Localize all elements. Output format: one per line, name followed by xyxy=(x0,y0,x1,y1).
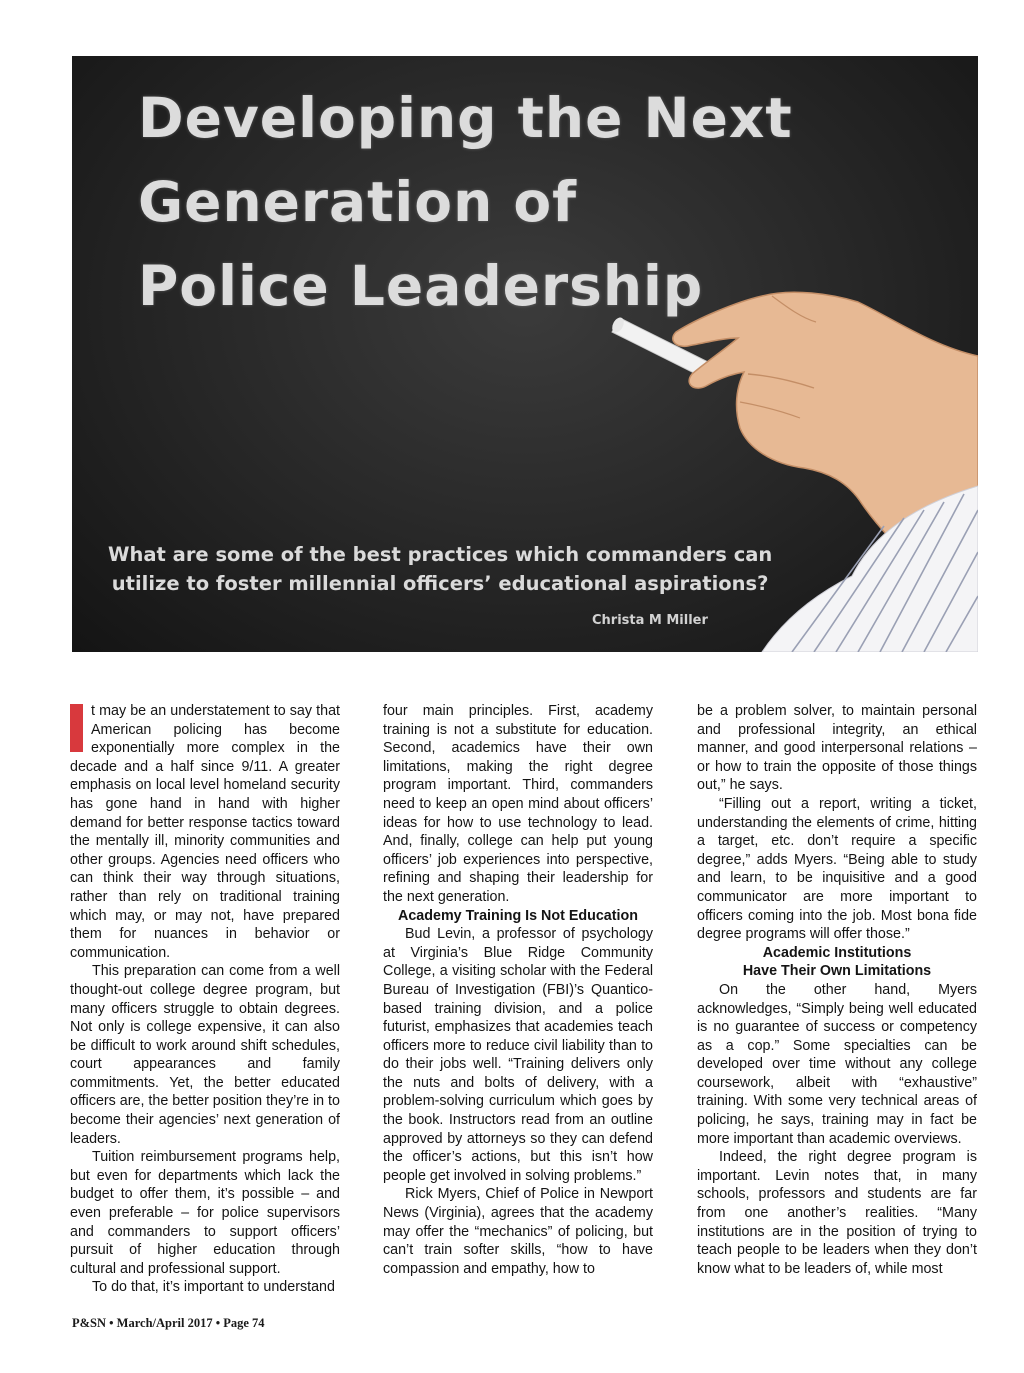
heading-line-2: Have Their Own Limitations xyxy=(742,963,932,980)
section-heading: Academy Training Is Not Education xyxy=(398,907,638,924)
paragraph: This preparation can come from a well thought-out college degree program, but many officers struggle to obtain degrees. Not only is college expensive, it can also be difficult to work around shift schedules, court appearances and family commitments. Yet, the better educated officers are, the better position they’re in to become their agencies’ next generation of leaders. xyxy=(70,963,340,1147)
paragraph: four main principles. First, academy training is not a substitute for education. Second, academics have their own limitations, making the right degree program important. Third, commanders need to keep an open mind about officers’ ideas for how to use technology to lead. And, finally, college can help put young officers’ job experiences into perspective, refining and shaping their leadership for the next generation. xyxy=(383,703,653,905)
paragraph: Indeed, the right degree program is important. Levin notes that, in many schools, professors and students are far from one another’s realities. “Many institutions are in the position of trying to teach people to be leaders when they don’t know what to be leaders of, while most xyxy=(697,1149,977,1277)
hero-question xyxy=(108,540,772,598)
paragraph: On the other hand, Myers acknowledges, “Simply being well educated is no guarantee of success or competency as a cop.” Some specialties can be developed over time without any college coursework, albeit with “exhaustive” training. With some very technical areas of policing, he says, training may in fact be more important than academic overviews. xyxy=(697,981,977,1147)
paragraph: To do that, it’s important to understand xyxy=(92,1279,335,1296)
article-column-2 xyxy=(383,702,653,1278)
section-heading xyxy=(697,944,977,981)
title-line-2: Generation of xyxy=(138,170,578,234)
page-footer: P&SN • March/April 2017 • Page 74 xyxy=(72,1316,265,1330)
title-line-1: Developing the Next xyxy=(138,86,793,150)
hero-image xyxy=(72,56,978,652)
author-byline: Christa M Miller xyxy=(592,613,708,628)
question-line-1: What are some of the best practices which commanders can xyxy=(108,543,773,566)
paragraph: t may be an understatement to say that American policing has become exponentially more complex in the decade and a half since 9/11. A greater emphasis on local level homeland security has gone hand in hand with higher demand for better response tactics toward the mentally ill, minority communities and other groups. Agencies need officers who can think their way through situations, rather than rely on traditional training which may, or may not, have prepared them for nuances in behavior or communication. xyxy=(70,703,340,961)
paragraph: be a problem solver, to maintain personal and professional integrity, an ethical manner, and good interpersonal relations – or how to train the opposite of those things out,” he says. xyxy=(697,703,977,794)
paragraph: Rick Myers, Chief of Police in Newport News (Virginia), agrees that the academy may offer the “mechanics” of policing, but can’t train softer skills, “how to have compassion and empathy, how to xyxy=(383,1186,653,1277)
title-line-3: Police Leadership xyxy=(138,254,704,318)
article-column-1 xyxy=(70,702,340,1297)
paragraph: Tuition reimbursement programs help, but even for departments which lack the budget to offer them, it’s possible – and even preferable – for police supervisors and commanders to support officers’ pursuit of higher education through cultural and professional support. xyxy=(70,1149,340,1277)
dropcap xyxy=(70,704,83,752)
article-column-3 xyxy=(697,702,977,1278)
heading-line-1: Academic Institutions xyxy=(762,944,912,961)
paragraph: Bud Levin, a professor of psychology at Virginia’s Blue Ridge Community College, a visiting scholar with the Federal Bureau of Investigation (FBI)’s Quantico-based training division, and a police futurist, emphasizes that academies teach officers more to reduce civil liability than to do their jobs well. “Training delivers only the nuts and bolts of delivery, with a problem-solving curriculum which goes by the book. Instructors read from an outline approved by attorneys so they can defend the officer’s actions, but this isn’t how people get involved in solving problems.” xyxy=(383,926,653,1184)
question-line-2: utilize to foster millennial officers’ educational aspirations? xyxy=(111,572,769,595)
paragraph: “Filling out a report, writing a ticket, understanding the elements of crime, hitting a target, etc. don’t require a specific degree,” adds Myers. “Being able to study and learn, to be inquisitive and a good communicator are more important to officers coming into the job. Most bona fide degree programs will offer those.” xyxy=(697,795,977,943)
